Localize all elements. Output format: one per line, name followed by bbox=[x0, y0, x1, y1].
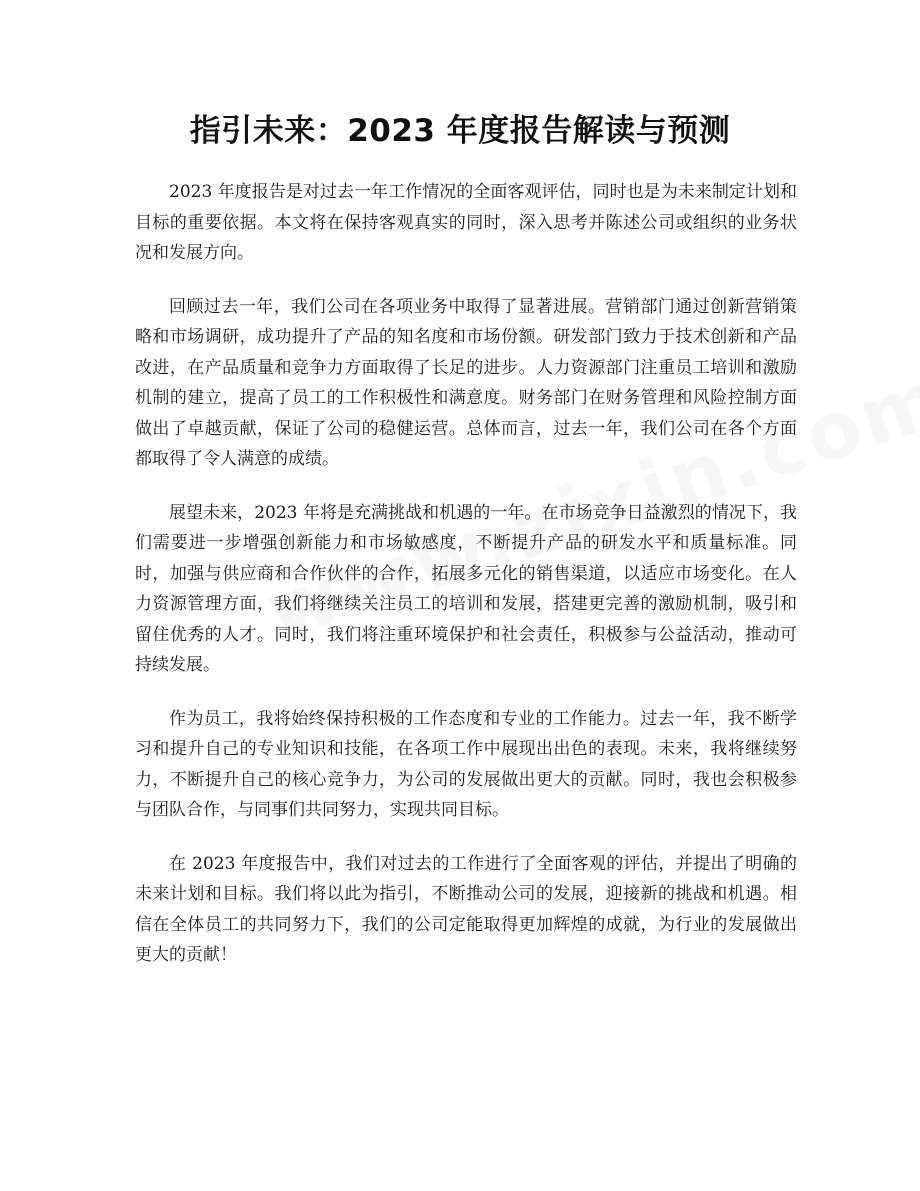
document-title: 指引未来：2023 年度报告解读与预测 bbox=[189, 113, 731, 149]
paragraph-outlook: 展望未来，2023 年将是充满挑战和机遇的一年。在市场竞争日益激烈的情况下，我们需要进一步增强创新能力和市场敏感度，不断提升产品的研发水平和质量标准。同时，加强与供应商和合作伙伴的合作，拓展多元化的销售渠道，以适应市场变化。在人力资源管理方面，我们将继续关注员工的培训和发展，搭建更完善的激励机制，吸引和留住优秀的人才。同时，我们将注重环境保护和社会责任，积极参与公益活动，推动可持续发展。 bbox=[135, 502, 797, 675]
paragraph-conclusion: 在 2023 年度报告中，我们对过去的工作进行了全面客观的评估，并提出了明确的未来计划和目标。我们将以此为指引，不断推动公司的发展，迎接新的挑战和机遇。相信在全体员工的共同努力下，我们的公司定能取得更加辉煌的成就，为行业的发展做出更大的贡献！ bbox=[135, 853, 797, 965]
paragraph-employee: 作为员工，我将始终保持积极的工作态度和专业的工作能力。过去一年，我不断学习和提升自己的专业知识和技能，在各项工作中展现出出色的表现。未来，我将继续努力，不断提升自己的核心竞争力，为公司的发展做出更大的贡献。同时，我也会积极参与团队合作，与同事们共同努力，实现共同目标。 bbox=[135, 708, 797, 820]
document-body bbox=[135, 177, 797, 994]
paragraph-intro: 2023 年度报告是对过去一年工作情况的全面客观评估，同时也是为未来制定计划和目标的重要依据。本文将在保持客观真实的同时，深入思考并陈述公司或组织的业务状况和发展方向。 bbox=[135, 182, 797, 263]
paragraph-review: 回顾过去一年，我们公司在各项业务中取得了显著进展。营销部门通过创新营销策略和市场调研，成功提升了产品的知名度和市场份额。研发部门致力于技术创新和产品改进，在产品质量和竞争力方面取得了长足的进步。人力资源部门注重员工培训和激励机制的建立，提高了员工的工作积极性和满意度。财务部门在财务管理和风险控制方面做出了卓越贡献，保证了公司的稳健运营。总体而言，过去一年，我们公司在各个方面都取得了令人满意的成绩。 bbox=[135, 296, 797, 469]
